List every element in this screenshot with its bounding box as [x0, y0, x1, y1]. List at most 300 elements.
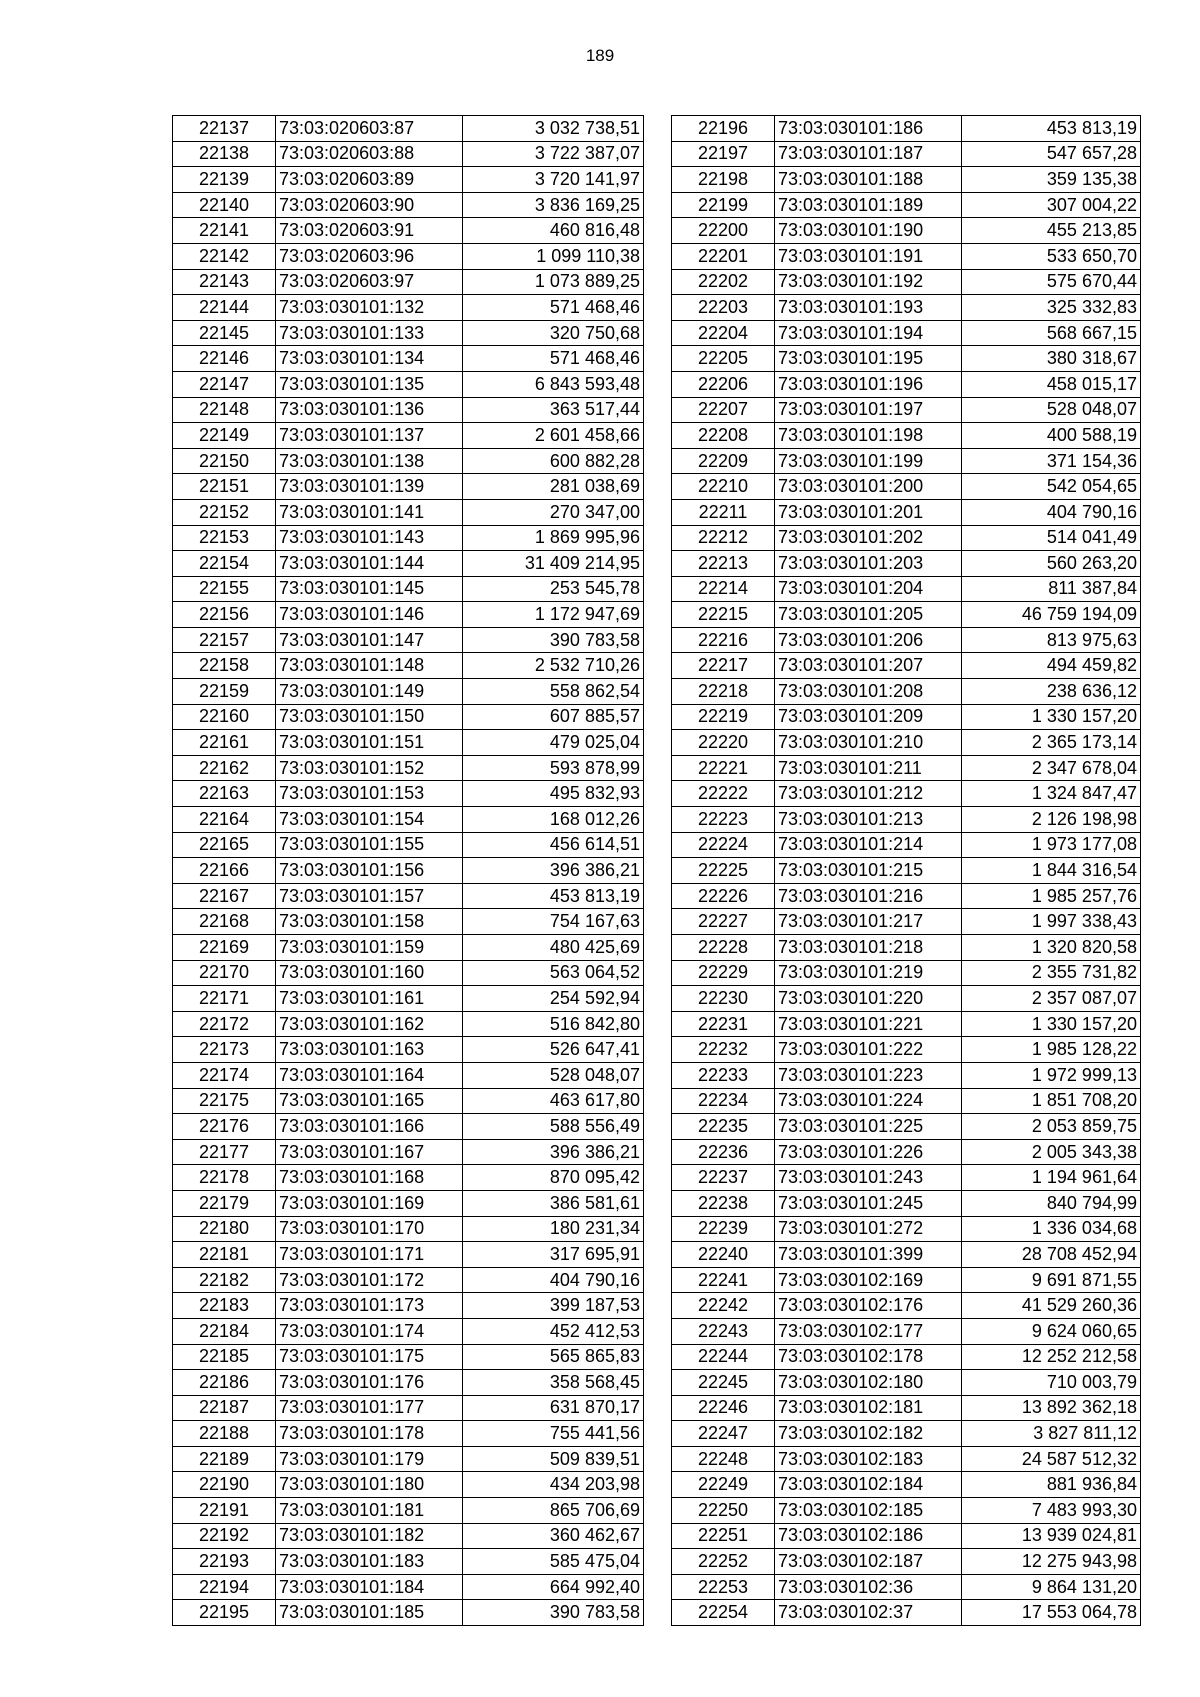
row-number-cell: 22181	[173, 1242, 276, 1268]
table-row	[672, 1139, 1141, 1165]
value-cell: 2 601 458,66	[463, 423, 644, 449]
table-row	[173, 192, 644, 218]
table-row	[672, 218, 1141, 244]
value-cell: 480 425,69	[463, 935, 644, 961]
table-row	[173, 474, 644, 500]
table-row	[672, 730, 1141, 756]
row-number-cell: 22241	[672, 1267, 775, 1293]
value-cell: 3 722 387,07	[463, 141, 644, 167]
table-row	[672, 679, 1141, 705]
value-cell: 46 759 194,09	[962, 602, 1141, 628]
cadastral-number-cell: 73:03:030101:198	[775, 423, 962, 449]
cadastral-number-cell: 73:03:030101:218	[775, 935, 962, 961]
row-number-cell: 22254	[672, 1600, 775, 1626]
row-number-cell: 22242	[672, 1293, 775, 1319]
value-cell: 320 750,68	[463, 320, 644, 346]
row-number-cell: 22149	[173, 423, 276, 449]
value-cell: 664 992,40	[463, 1574, 644, 1600]
value-cell: 453 813,19	[962, 116, 1141, 142]
value-cell: 565 865,83	[463, 1344, 644, 1370]
table-row	[173, 397, 644, 423]
row-number-cell: 22180	[173, 1216, 276, 1242]
table-row	[672, 781, 1141, 807]
value-cell: 452 412,53	[463, 1318, 644, 1344]
value-cell: 404 790,16	[962, 499, 1141, 525]
table-row	[672, 295, 1141, 321]
row-number-cell: 22228	[672, 935, 775, 961]
row-number-cell: 22233	[672, 1062, 775, 1088]
value-cell: 1 073 889,25	[463, 269, 644, 295]
row-number-cell: 22189	[173, 1446, 276, 1472]
table-row	[672, 1600, 1141, 1626]
row-number-cell: 22223	[672, 807, 775, 833]
row-number-cell: 22155	[173, 576, 276, 602]
table-row	[672, 1421, 1141, 1447]
value-cell: 840 794,99	[962, 1190, 1141, 1216]
table-row	[672, 1037, 1141, 1063]
table-row	[672, 1574, 1141, 1600]
value-cell: 180 231,34	[463, 1216, 644, 1242]
row-number-cell: 22246	[672, 1395, 775, 1421]
value-cell: 434 203,98	[463, 1472, 644, 1498]
table-row	[672, 423, 1141, 449]
table-row	[173, 1088, 644, 1114]
value-cell: 456 614,51	[463, 832, 644, 858]
cadastral-number-cell: 73:03:030101:189	[775, 192, 962, 218]
value-cell: 516 842,80	[463, 1011, 644, 1037]
row-number-cell: 22156	[173, 602, 276, 628]
row-number-cell: 22247	[672, 1421, 775, 1447]
cadastral-number-cell: 73:03:030101:155	[276, 832, 463, 858]
value-cell: 2 126 198,98	[962, 807, 1141, 833]
table-row	[672, 1216, 1141, 1242]
row-number-cell: 22182	[173, 1267, 276, 1293]
cadastral-number-cell: 73:03:030101:135	[276, 371, 463, 397]
table-row	[173, 1037, 644, 1063]
table-row	[672, 1062, 1141, 1088]
value-cell: 542 054,65	[962, 474, 1141, 500]
table-row	[173, 1472, 644, 1498]
cadastral-number-cell: 73:03:030101:209	[775, 704, 962, 730]
row-number-cell: 22251	[672, 1523, 775, 1549]
value-cell: 575 670,44	[962, 269, 1141, 295]
table-row	[672, 1190, 1141, 1216]
cadastral-number-cell: 73:03:030101:139	[276, 474, 463, 500]
table-row	[173, 1165, 644, 1191]
row-number-cell: 22232	[672, 1037, 775, 1063]
value-cell: 238 636,12	[962, 679, 1141, 705]
table-row	[672, 192, 1141, 218]
value-cell: 1 099 110,38	[463, 243, 644, 269]
cadastral-number-cell: 73:03:030101:226	[775, 1139, 962, 1165]
cadastral-number-cell: 73:03:030101:134	[276, 346, 463, 372]
row-number-cell: 22151	[173, 474, 276, 500]
table-row	[173, 320, 644, 346]
row-number-cell: 22231	[672, 1011, 775, 1037]
value-cell: 2 365 173,14	[962, 730, 1141, 756]
cadastral-number-cell: 73:03:030101:187	[775, 141, 962, 167]
cadastral-number-cell: 73:03:030102:182	[775, 1421, 962, 1447]
table-row	[173, 832, 644, 858]
row-number-cell: 22176	[173, 1114, 276, 1140]
row-number-cell: 22193	[173, 1549, 276, 1575]
row-number-cell: 22140	[173, 192, 276, 218]
value-cell: 9 691 871,55	[962, 1267, 1141, 1293]
table-row	[672, 320, 1141, 346]
value-cell: 1 869 995,96	[463, 525, 644, 551]
cadastral-number-cell: 73:03:030101:160	[276, 960, 463, 986]
row-number-cell: 22173	[173, 1037, 276, 1063]
value-cell: 3 032 738,51	[463, 116, 644, 142]
row-number-cell: 22212	[672, 525, 775, 551]
row-number-cell: 22225	[672, 858, 775, 884]
cadastral-number-cell: 73:03:030101:182	[276, 1523, 463, 1549]
table-row	[672, 883, 1141, 909]
value-cell: 526 647,41	[463, 1037, 644, 1063]
cadastral-number-cell: 73:03:030101:208	[775, 679, 962, 705]
value-cell: 755 441,56	[463, 1421, 644, 1447]
row-number-cell: 22138	[173, 141, 276, 167]
value-cell: 1 324 847,47	[962, 781, 1141, 807]
table-row	[672, 474, 1141, 500]
value-cell: 1 336 034,68	[962, 1216, 1141, 1242]
table-row	[173, 499, 644, 525]
row-number-cell: 22234	[672, 1088, 775, 1114]
table-row	[672, 551, 1141, 577]
row-number-cell: 22208	[672, 423, 775, 449]
table-row	[173, 627, 644, 653]
table-row	[672, 525, 1141, 551]
value-cell: 568 667,15	[962, 320, 1141, 346]
table-row	[173, 167, 644, 193]
cadastral-number-cell: 73:03:030102:186	[775, 1523, 962, 1549]
row-number-cell: 22152	[173, 499, 276, 525]
cadastral-number-cell: 73:03:030101:207	[775, 653, 962, 679]
value-cell: 390 783,58	[463, 627, 644, 653]
value-cell: 9 624 060,65	[962, 1318, 1141, 1344]
value-cell: 453 813,19	[463, 883, 644, 909]
value-cell: 571 468,46	[463, 295, 644, 321]
value-cell: 307 004,22	[962, 192, 1141, 218]
row-number-cell: 22220	[672, 730, 775, 756]
row-number-cell: 22207	[672, 397, 775, 423]
row-number-cell: 22167	[173, 883, 276, 909]
value-cell: 6 843 593,48	[463, 371, 644, 397]
table-row	[672, 1446, 1141, 1472]
table-row	[173, 551, 644, 577]
value-cell: 1 330 157,20	[962, 704, 1141, 730]
row-number-cell: 22137	[173, 116, 276, 142]
row-number-cell: 22217	[672, 653, 775, 679]
cadastral-number-cell: 73:03:030101:199	[775, 448, 962, 474]
table-row	[672, 1293, 1141, 1319]
row-number-cell: 22210	[672, 474, 775, 500]
table-body-right	[672, 116, 1141, 1626]
cadastral-number-cell: 73:03:030101:202	[775, 525, 962, 551]
cadastral-number-cell: 73:03:020603:97	[276, 269, 463, 295]
value-cell: 13 939 024,81	[962, 1523, 1141, 1549]
cadastral-number-cell: 73:03:030101:144	[276, 551, 463, 577]
value-cell: 254 592,94	[463, 986, 644, 1012]
row-number-cell: 22157	[173, 627, 276, 653]
row-number-cell: 22250	[672, 1498, 775, 1524]
cadastral-number-cell: 73:03:030102:185	[775, 1498, 962, 1524]
row-number-cell: 22144	[173, 295, 276, 321]
cadastral-number-cell: 73:03:030101:180	[276, 1472, 463, 1498]
value-cell: 2 347 678,04	[962, 755, 1141, 781]
table-row	[672, 1088, 1141, 1114]
table-row	[173, 1600, 644, 1626]
row-number-cell: 22252	[672, 1549, 775, 1575]
value-cell: 571 468,46	[463, 346, 644, 372]
value-cell: 1 985 257,76	[962, 883, 1141, 909]
table-row	[672, 448, 1141, 474]
table-row	[173, 986, 644, 1012]
cadastral-number-cell: 73:03:030101:204	[775, 576, 962, 602]
cadastral-number-cell: 73:03:030101:161	[276, 986, 463, 1012]
row-number-cell: 22199	[672, 192, 775, 218]
row-number-cell: 22150	[173, 448, 276, 474]
value-cell: 585 475,04	[463, 1549, 644, 1575]
table-row	[173, 243, 644, 269]
value-cell: 1 972 999,13	[962, 1062, 1141, 1088]
cadastral-number-cell: 73:03:030101:156	[276, 858, 463, 884]
row-number-cell: 22175	[173, 1088, 276, 1114]
row-number-cell: 22158	[173, 653, 276, 679]
row-number-cell: 22202	[672, 269, 775, 295]
cadastral-number-cell: 73:03:030101:213	[775, 807, 962, 833]
row-number-cell: 22216	[672, 627, 775, 653]
cadastral-number-cell: 73:03:030101:175	[276, 1344, 463, 1370]
cadastral-number-cell: 73:03:030101:225	[775, 1114, 962, 1140]
row-number-cell: 22226	[672, 883, 775, 909]
table-row	[173, 679, 644, 705]
cadastral-number-cell: 73:03:030101:192	[775, 269, 962, 295]
cadastral-number-cell: 73:03:030101:172	[276, 1267, 463, 1293]
value-cell: 1 985 128,22	[962, 1037, 1141, 1063]
table-row	[672, 1011, 1141, 1037]
row-number-cell: 22203	[672, 295, 775, 321]
value-cell: 710 003,79	[962, 1370, 1141, 1396]
table-row	[672, 704, 1141, 730]
row-number-cell: 22146	[173, 346, 276, 372]
row-number-cell: 22222	[672, 781, 775, 807]
value-cell: 9 864 131,20	[962, 1574, 1141, 1600]
value-cell: 359 135,38	[962, 167, 1141, 193]
row-number-cell: 22191	[173, 1498, 276, 1524]
cadastral-number-cell: 73:03:030101:154	[276, 807, 463, 833]
row-number-cell: 22229	[672, 960, 775, 986]
value-cell: 1 973 177,08	[962, 832, 1141, 858]
row-number-cell: 22141	[173, 218, 276, 244]
value-cell: 479 025,04	[463, 730, 644, 756]
cadastral-number-cell: 73:03:030101:145	[276, 576, 463, 602]
row-number-cell: 22237	[672, 1165, 775, 1191]
table-row	[672, 371, 1141, 397]
row-number-cell: 22211	[672, 499, 775, 525]
table-row	[173, 218, 644, 244]
value-cell: 317 695,91	[463, 1242, 644, 1268]
row-number-cell: 22142	[173, 243, 276, 269]
cadastral-number-cell: 73:03:030101:157	[276, 883, 463, 909]
value-cell: 396 386,21	[463, 1139, 644, 1165]
table-row	[173, 1549, 644, 1575]
value-cell: 881 936,84	[962, 1472, 1141, 1498]
value-cell: 396 386,21	[463, 858, 644, 884]
row-number-cell: 22200	[672, 218, 775, 244]
value-cell: 168 012,26	[463, 807, 644, 833]
cadastral-number-cell: 73:03:030101:163	[276, 1037, 463, 1063]
cadastral-number-cell: 73:03:030101:165	[276, 1088, 463, 1114]
value-cell: 399 187,53	[463, 1293, 644, 1319]
cadastral-number-cell: 73:03:030101:399	[775, 1242, 962, 1268]
table-row	[672, 755, 1141, 781]
cadastral-number-cell: 73:03:030101:224	[775, 1088, 962, 1114]
row-number-cell: 22213	[672, 551, 775, 577]
table-row	[672, 986, 1141, 1012]
value-cell: 1 330 157,20	[962, 1011, 1141, 1037]
row-number-cell: 22197	[672, 141, 775, 167]
row-number-cell: 22170	[173, 960, 276, 986]
cadastral-number-cell: 73:03:030101:215	[775, 858, 962, 884]
row-number-cell: 22154	[173, 551, 276, 577]
value-cell: 1 844 316,54	[962, 858, 1141, 884]
cadastral-number-cell: 73:03:030101:168	[276, 1165, 463, 1191]
value-cell: 380 318,67	[962, 346, 1141, 372]
value-cell: 560 263,20	[962, 551, 1141, 577]
row-number-cell: 22194	[173, 1574, 276, 1600]
table-row	[173, 1293, 644, 1319]
cadastral-number-cell: 73:03:030101:151	[276, 730, 463, 756]
row-number-cell: 22198	[672, 167, 775, 193]
value-cell: 811 387,84	[962, 576, 1141, 602]
row-number-cell: 22236	[672, 1139, 775, 1165]
value-cell: 458 015,17	[962, 371, 1141, 397]
value-cell: 563 064,52	[463, 960, 644, 986]
table-row	[173, 1421, 644, 1447]
row-number-cell: 22205	[672, 346, 775, 372]
value-cell: 1 997 338,43	[962, 909, 1141, 935]
value-cell: 7 483 993,30	[962, 1498, 1141, 1524]
row-number-cell: 22147	[173, 371, 276, 397]
row-number-cell: 22161	[173, 730, 276, 756]
cadastral-number-cell: 73:03:030101:167	[276, 1139, 463, 1165]
table-row	[173, 1062, 644, 1088]
value-cell: 460 816,48	[463, 218, 644, 244]
table-row	[672, 1318, 1141, 1344]
cadastral-number-cell: 73:03:030102:178	[775, 1344, 962, 1370]
row-number-cell: 22143	[173, 269, 276, 295]
table-row	[173, 269, 644, 295]
table-row	[672, 909, 1141, 935]
cadastral-number-cell: 73:03:030101:150	[276, 704, 463, 730]
value-cell: 13 892 362,18	[962, 1395, 1141, 1421]
cadastral-number-cell: 73:03:030101:174	[276, 1318, 463, 1344]
table-row	[173, 295, 644, 321]
cadastral-number-cell: 73:03:030101:194	[775, 320, 962, 346]
cadastral-number-cell: 73:03:030102:177	[775, 1318, 962, 1344]
cadastral-number-cell: 73:03:020603:91	[276, 218, 463, 244]
cadastral-number-cell: 73:03:030101:143	[276, 525, 463, 551]
cadastral-number-cell: 73:03:030101:214	[775, 832, 962, 858]
cadastral-number-cell: 73:03:030102:169	[775, 1267, 962, 1293]
value-cell: 495 832,93	[463, 781, 644, 807]
table-row	[173, 960, 644, 986]
cadastral-number-cell: 73:03:030101:185	[276, 1600, 463, 1626]
value-cell: 363 517,44	[463, 397, 644, 423]
row-number-cell: 22164	[173, 807, 276, 833]
table-row	[672, 1370, 1141, 1396]
value-cell: 41 529 260,36	[962, 1293, 1141, 1319]
row-number-cell: 22248	[672, 1446, 775, 1472]
row-number-cell: 22139	[173, 167, 276, 193]
table-row	[173, 525, 644, 551]
row-number-cell: 22179	[173, 1190, 276, 1216]
table-row	[173, 1011, 644, 1037]
cadastral-number-cell: 73:03:030101:196	[775, 371, 962, 397]
cadastral-number-cell: 73:03:030102:181	[775, 1395, 962, 1421]
table-row	[672, 960, 1141, 986]
table-row	[672, 602, 1141, 628]
cadastral-number-cell: 73:03:030101:158	[276, 909, 463, 935]
cadastral-number-cell: 73:03:020603:87	[276, 116, 463, 142]
row-number-cell: 22153	[173, 525, 276, 551]
value-cell: 358 568,45	[463, 1370, 644, 1396]
value-cell: 813 975,63	[962, 627, 1141, 653]
table-row	[672, 499, 1141, 525]
table-row	[672, 935, 1141, 961]
table-row	[173, 1139, 644, 1165]
row-number-cell: 22239	[672, 1216, 775, 1242]
cadastral-number-cell: 73:03:030101:200	[775, 474, 962, 500]
table-row	[173, 576, 644, 602]
row-number-cell: 22230	[672, 986, 775, 1012]
value-cell: 360 462,67	[463, 1523, 644, 1549]
cadastral-number-cell: 73:03:030101:212	[775, 781, 962, 807]
table-body-left	[173, 116, 644, 1626]
cadastral-number-cell: 73:03:030101:181	[276, 1498, 463, 1524]
table-row	[173, 704, 644, 730]
cadastral-number-cell: 73:03:030101:147	[276, 627, 463, 653]
table-row	[672, 1165, 1141, 1191]
value-cell: 1 194 961,64	[962, 1165, 1141, 1191]
table-row	[173, 1395, 644, 1421]
cadastral-number-cell: 73:03:030101:272	[775, 1216, 962, 1242]
cadastral-number-cell: 73:03:030101:183	[276, 1549, 463, 1575]
cadastral-number-cell: 73:03:030101:146	[276, 602, 463, 628]
cadastral-number-cell: 73:03:030101:201	[775, 499, 962, 525]
value-cell: 325 332,83	[962, 295, 1141, 321]
cadastral-number-cell: 73:03:030101:222	[775, 1037, 962, 1063]
value-cell: 528 048,07	[463, 1062, 644, 1088]
table-row	[173, 1523, 644, 1549]
value-cell: 509 839,51	[463, 1446, 644, 1472]
value-cell: 593 878,99	[463, 755, 644, 781]
table-row	[173, 1318, 644, 1344]
cadastral-number-cell: 73:03:030101:217	[775, 909, 962, 935]
table-row	[173, 1114, 644, 1140]
table-row	[173, 602, 644, 628]
cadastral-number-cell: 73:03:030101:245	[775, 1190, 962, 1216]
row-number-cell: 22253	[672, 1574, 775, 1600]
value-cell: 31 409 214,95	[463, 551, 644, 577]
cadastral-number-cell: 73:03:030101:178	[276, 1421, 463, 1447]
table-row	[173, 909, 644, 935]
value-cell: 2 053 859,75	[962, 1114, 1141, 1140]
table-row	[173, 730, 644, 756]
cadastral-number-cell: 73:03:030101:159	[276, 935, 463, 961]
row-number-cell: 22209	[672, 448, 775, 474]
